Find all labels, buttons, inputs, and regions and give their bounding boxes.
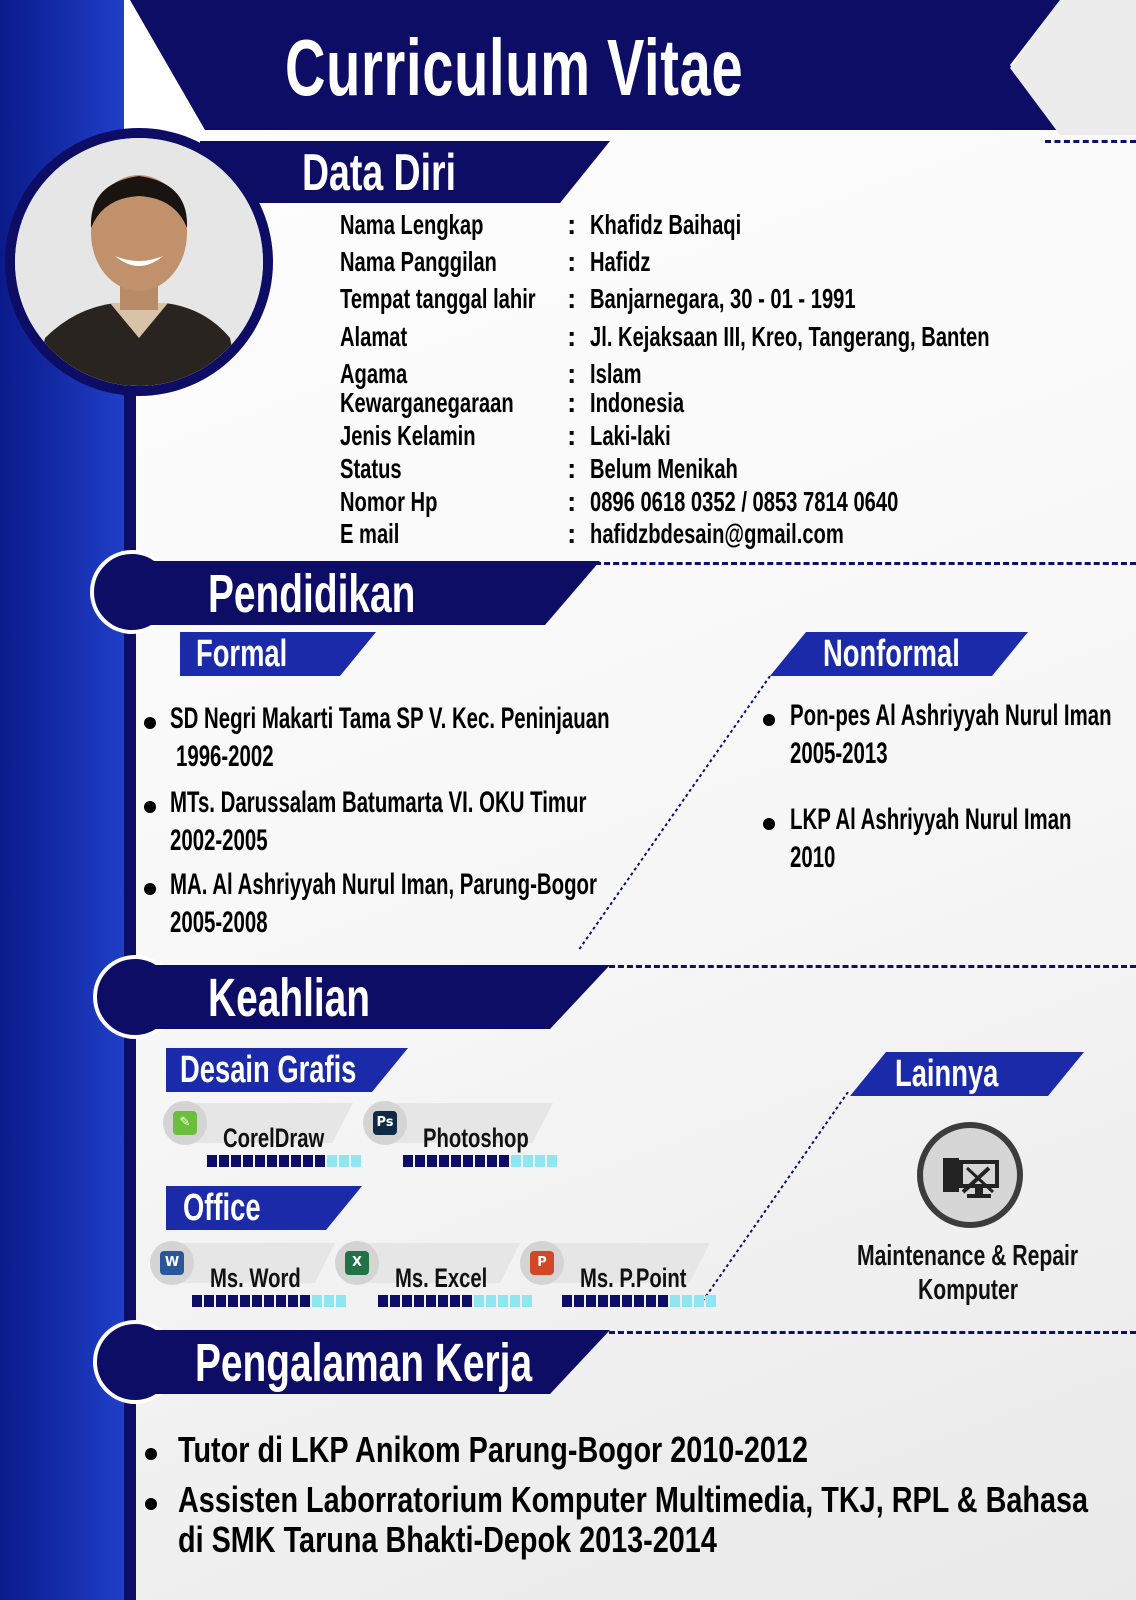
coreldraw-icon xyxy=(163,1101,207,1145)
info-value: Hafidz xyxy=(590,246,651,277)
bullet-icon xyxy=(145,1448,157,1460)
skill-level-bar xyxy=(403,1155,557,1167)
data-diri-heading: Data Diri xyxy=(302,144,456,202)
level-segment-filled xyxy=(415,1155,425,1167)
formal-item-line2: 1996-2002 xyxy=(176,740,274,773)
level-segment-filled xyxy=(658,1295,668,1307)
info-colon: : xyxy=(567,358,577,389)
keahlian-heading: Keahlian xyxy=(208,968,371,1028)
level-segment-filled xyxy=(622,1295,632,1307)
skill-name: Photoshop xyxy=(423,1123,529,1153)
nonformal-item-line2: 2005-2013 xyxy=(790,737,888,770)
level-segment-filled xyxy=(450,1295,460,1307)
formal-item-line2: 2005-2008 xyxy=(170,906,268,939)
level-segment-filled xyxy=(243,1155,253,1167)
level-segment-filled xyxy=(219,1155,229,1167)
level-segment-filled xyxy=(279,1155,289,1167)
level-segment-filled xyxy=(264,1295,274,1307)
ms-word-icon xyxy=(150,1241,194,1285)
info-colon: : xyxy=(567,209,577,240)
info-value: Laki-laki xyxy=(590,420,671,451)
level-segment-filled xyxy=(475,1155,485,1167)
level-segment-filled xyxy=(300,1295,310,1307)
office-label: Office xyxy=(183,1187,261,1229)
person-avatar-icon xyxy=(15,138,263,386)
level-segment-empty xyxy=(523,1155,533,1167)
level-segment-empty xyxy=(324,1295,334,1307)
level-segment-filled xyxy=(634,1295,644,1307)
info-label: Nomor Hp xyxy=(340,486,438,517)
info-label: Nama Panggilan xyxy=(340,246,497,277)
level-segment-empty xyxy=(670,1295,680,1307)
level-segment-filled xyxy=(378,1295,388,1307)
formal-item-line1: MTs. Darussalam Batumarta VI. OKU Timur xyxy=(170,786,587,819)
photoshop-icon xyxy=(363,1101,407,1145)
photoshop-icon-glyph: Ps xyxy=(373,1111,397,1135)
level-segment-filled xyxy=(390,1295,400,1307)
level-segment-empty xyxy=(510,1295,520,1307)
profile-photo xyxy=(5,128,273,396)
level-segment-filled xyxy=(487,1155,497,1167)
level-segment-filled xyxy=(439,1155,449,1167)
keahlian-divider xyxy=(600,965,1136,968)
info-value: Indonesia xyxy=(590,387,685,418)
level-segment-filled xyxy=(451,1155,461,1167)
level-segment-empty xyxy=(694,1295,704,1307)
level-segment-empty xyxy=(336,1295,346,1307)
level-segment-filled xyxy=(216,1295,226,1307)
bullet-icon xyxy=(763,714,775,726)
skill-pill xyxy=(335,1243,520,1293)
level-segment-empty xyxy=(339,1155,349,1167)
level-segment-filled xyxy=(426,1295,436,1307)
pendidikan-divider xyxy=(595,562,1136,565)
info-label: Alamat xyxy=(340,321,408,352)
level-segment-empty xyxy=(474,1295,484,1307)
info-label: Agama xyxy=(340,358,408,389)
pengalaman-heading: Pengalaman Kerja xyxy=(195,1333,533,1393)
info-colon: : xyxy=(567,387,577,418)
pengalaman-divider xyxy=(600,1331,1136,1334)
level-segment-filled xyxy=(586,1295,596,1307)
level-segment-empty xyxy=(547,1155,557,1167)
info-label: Status xyxy=(340,453,402,484)
info-label: Nama Lengkap xyxy=(340,209,484,240)
skill-name: Ms. Excel xyxy=(395,1263,488,1293)
level-segment-filled xyxy=(427,1155,437,1167)
level-segment-filled xyxy=(438,1295,448,1307)
level-segment-filled xyxy=(414,1295,424,1307)
bullet-icon xyxy=(144,883,156,895)
level-segment-filled xyxy=(574,1295,584,1307)
level-segment-empty xyxy=(522,1295,532,1307)
ms-excel-icon xyxy=(335,1241,379,1285)
level-segment-filled xyxy=(463,1155,473,1167)
skill-pill xyxy=(520,1243,710,1293)
lainnya-caption-line2: Komputer xyxy=(918,1274,1018,1306)
nonformal-item-line1: Pon-pes Al Ashriyyah Nurul Iman xyxy=(790,699,1112,732)
info-colon: : xyxy=(567,518,577,549)
info-colon: : xyxy=(567,321,577,352)
level-segment-filled xyxy=(403,1155,413,1167)
formal-item-line1: MA. Al Ashriyyah Nurul Iman, Parung-Bogor xyxy=(170,868,597,901)
nonformal-label: Nonformal xyxy=(823,633,960,675)
info-value: 0896 0618 0352 / 0853 7814 0640 xyxy=(590,486,899,517)
level-segment-filled xyxy=(252,1295,262,1307)
level-segment-filled xyxy=(598,1295,608,1307)
level-segment-filled xyxy=(276,1295,286,1307)
level-segment-empty xyxy=(351,1155,361,1167)
level-segment-filled xyxy=(288,1295,298,1307)
level-segment-filled xyxy=(240,1295,250,1307)
experience-item-line1: Assisten Laborratorium Komputer Multimedia, TKJ, RPL & Bahasa xyxy=(178,1479,1089,1520)
skill-pill xyxy=(163,1103,353,1153)
computer-repair-icon xyxy=(917,1122,1023,1228)
level-segment-filled xyxy=(646,1295,656,1307)
level-segment-empty xyxy=(312,1295,322,1307)
level-segment-filled xyxy=(303,1155,313,1167)
coreldraw-icon-glyph: ✎ xyxy=(173,1111,197,1135)
level-segment-filled xyxy=(204,1295,214,1307)
info-label: Jenis Kelamin xyxy=(340,420,476,451)
info-colon: : xyxy=(567,420,577,451)
desain-grafis-label: Desain Grafis xyxy=(180,1049,357,1091)
skill-level-bar xyxy=(192,1295,346,1307)
level-segment-filled xyxy=(192,1295,202,1307)
info-value: Jl. Kejaksaan III, Kreo, Tangerang, Banten xyxy=(590,321,990,352)
formal-item-line1: SD Negri Makarti Tama SP V. Kec. Peninjauan xyxy=(170,702,610,735)
level-segment-filled xyxy=(231,1155,241,1167)
bullet-icon xyxy=(144,717,156,729)
skill-level-bar xyxy=(207,1155,361,1167)
formal-label: Formal xyxy=(196,633,288,675)
info-label: Kewarganegaraan xyxy=(340,387,514,418)
level-segment-filled xyxy=(255,1155,265,1167)
level-segment-filled xyxy=(462,1295,472,1307)
bullet-icon xyxy=(144,801,156,813)
bullet-icon xyxy=(145,1498,157,1510)
experience-item-line1: Tutor di LKP Anikom Parung-Bogor 2010-2012 xyxy=(178,1429,808,1470)
nonformal-item-line2: 2010 xyxy=(790,841,836,874)
pendidikan-heading: Pendidikan xyxy=(208,564,416,624)
level-segment-filled xyxy=(610,1295,620,1307)
level-segment-empty xyxy=(706,1295,716,1307)
nonformal-item-line1: LKP Al Ashriyyah Nurul Iman xyxy=(790,803,1072,836)
level-segment-empty xyxy=(682,1295,692,1307)
skill-pill xyxy=(150,1243,335,1293)
level-segment-filled xyxy=(207,1155,217,1167)
level-segment-filled xyxy=(315,1155,325,1167)
info-colon: : xyxy=(567,453,577,484)
keahlian-diagonal-divider xyxy=(700,1092,850,1304)
lainnya-label: Lainnya xyxy=(895,1053,999,1095)
info-value: hafidzbdesain@gmail.com xyxy=(590,518,844,549)
formal-item-line2: 2002-2005 xyxy=(170,824,268,857)
info-value: Banjarnegara, 30 - 01 - 1991 xyxy=(590,283,856,314)
level-segment-filled xyxy=(499,1155,509,1167)
info-colon: : xyxy=(567,486,577,517)
level-segment-filled xyxy=(402,1295,412,1307)
level-segment-filled xyxy=(228,1295,238,1307)
info-value: Khafidz Baihaqi xyxy=(590,209,742,240)
info-colon: : xyxy=(567,283,577,314)
bullet-icon xyxy=(763,818,775,830)
level-segment-empty xyxy=(498,1295,508,1307)
info-label: E mail xyxy=(340,518,400,549)
skill-pill xyxy=(363,1103,553,1153)
experience-item-line2: di SMK Taruna Bhakti-Depok 2013-2014 xyxy=(178,1519,717,1560)
level-segment-filled xyxy=(291,1155,301,1167)
lainnya-caption-line1: Maintenance & Repair xyxy=(857,1240,1079,1272)
ms-excel-icon-glyph: X xyxy=(345,1251,369,1275)
level-segment-filled xyxy=(562,1295,572,1307)
level-segment-empty xyxy=(486,1295,496,1307)
level-segment-filled xyxy=(267,1155,277,1167)
skill-name: Ms. Word xyxy=(210,1263,301,1293)
info-value: Islam xyxy=(590,358,642,389)
skill-level-bar xyxy=(378,1295,532,1307)
level-segment-empty xyxy=(535,1155,545,1167)
skill-name: Ms. P.Point xyxy=(580,1263,687,1293)
ms-word-icon-glyph: W xyxy=(160,1251,184,1275)
info-colon: : xyxy=(567,246,577,277)
page-title: Curriculum Vitae xyxy=(285,23,744,112)
ms-powerpoint-icon xyxy=(520,1241,564,1285)
info-value: Belum Menikah xyxy=(590,453,738,484)
info-label: Tempat tanggal lahir xyxy=(340,283,536,314)
skill-name: CorelDraw xyxy=(223,1123,325,1153)
header-divider xyxy=(1045,140,1136,143)
level-segment-empty xyxy=(327,1155,337,1167)
level-segment-empty xyxy=(511,1155,521,1167)
ms-powerpoint-icon-glyph: P xyxy=(530,1251,554,1275)
skill-level-bar xyxy=(562,1295,716,1307)
